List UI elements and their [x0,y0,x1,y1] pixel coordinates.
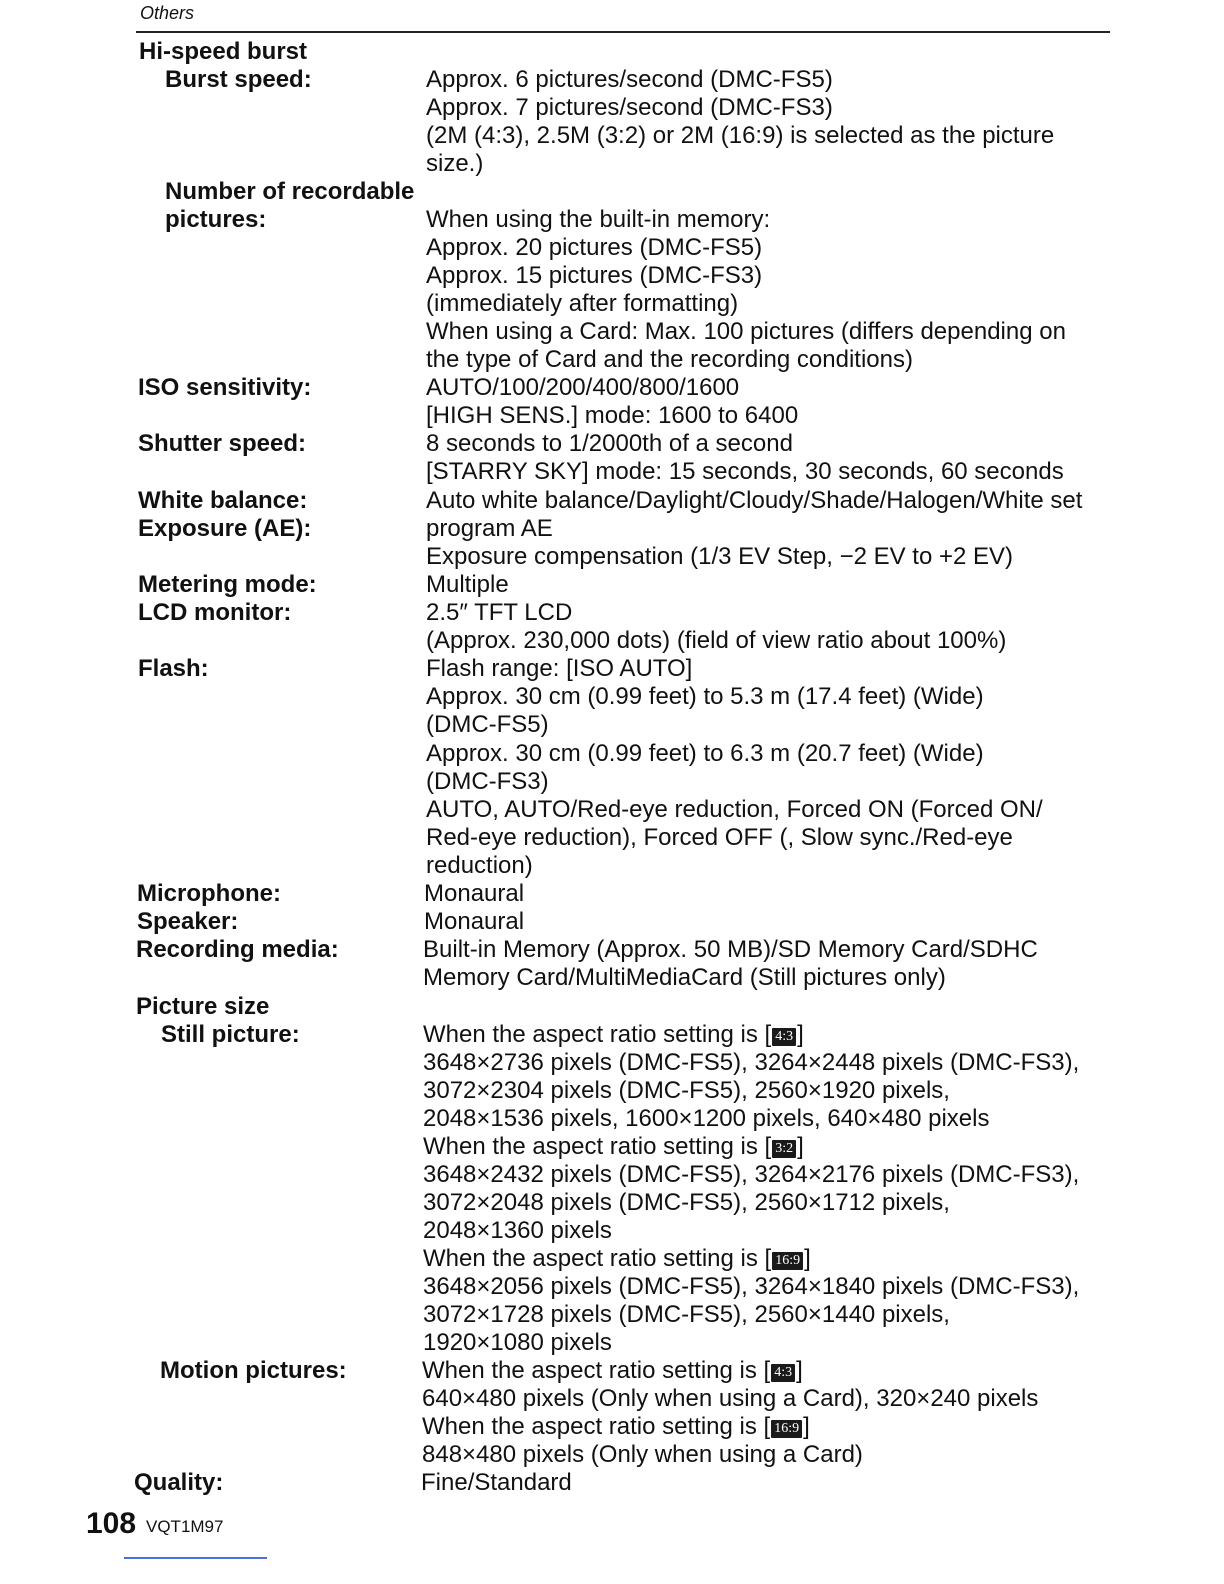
flash-value: Red-eye reduction), Forced OFF (, Slow sync./Red-eye [426,824,1013,851]
flash-value: (DMC-FS3) [426,768,549,795]
recordable-value: Approx. 20 pictures (DMC-FS5) [426,234,763,261]
recording-media-value: Memory Card/MultiMediaCard (Still pictures only) [423,964,946,991]
recordable-value: When using a Card: Max. 100 pictures (differs depending on [426,318,1066,345]
quality-value: Fine/Standard [421,1469,572,1496]
flash-value: (DMC-FS5) [426,711,549,738]
exposure-value: program AE [426,515,553,542]
shutter-value: 8 seconds to 1/2000th of a second [426,430,793,457]
motion-pictures-label: Motion pictures: [160,1357,347,1384]
exposure-value: Exposure compensation (1/3 EV Step, −2 EV to +2 EV) [426,543,1014,570]
section-label: Others [140,3,195,23]
aspect-3-2-icon: 3:2 [772,1140,796,1158]
lcd-value: (Approx. 230,000 dots) (field of view ratio about 100%) [426,627,1007,654]
still-43-value: 3648×2736 pixels (DMC-FS5), 3264×2448 pixels (DMC-FS3), [423,1049,1080,1076]
burst-speed-value: (2M (4:3), 2.5M (3:2) or 2M (16:9) is selected as the picture [426,122,1055,149]
page-number: 108 [86,1507,137,1540]
white-balance-label: White balance: [138,487,308,514]
hispeed-heading: Hi-speed burst [139,38,308,65]
still-32-value: 3072×2048 pixels (DMC-FS5), 2560×1712 pixels, [423,1189,950,1216]
still-32-value: 2048×1360 pixels [423,1217,612,1244]
aspect-ratio-line: When the aspect ratio setting is [ 3:2 ] [423,1133,804,1160]
still-picture-label: Still picture: [161,1021,300,1048]
still-32-value: 3648×2432 pixels (DMC-FS5), 3264×2176 pixels (DMC-FS3), [423,1161,1080,1188]
burst-speed-value: Approx. 6 pictures/second (DMC-FS5) [426,66,833,93]
recordable-value: When using the built-in memory: [426,206,771,233]
aspect-ratio-line: When the aspect ratio setting is [ 4:3 ] [423,1021,804,1048]
metering-label: Metering mode: [138,571,317,598]
recording-media-label: Recording media: [136,936,339,963]
still-43-value: 3072×2304 pixels (DMC-FS5), 2560×1920 pixels, [423,1077,950,1104]
recordable-value: Approx. 15 pictures (DMC-FS3) [426,262,763,289]
recordable-label: Number of recordable [165,178,415,205]
iso-value: [HIGH SENS.] mode: 1600 to 6400 [426,402,799,429]
still-43-value: 2048×1536 pixels, 1600×1200 pixels, 640×480 pixels [423,1105,990,1132]
footer-link-underline [124,1557,267,1559]
burst-speed-value: Approx. 7 pictures/second (DMC-FS3) [426,94,833,121]
flash-value: Flash range: [ISO AUTO] [426,655,693,682]
still-169-value: 1920×1080 pixels [423,1329,612,1356]
white-balance-value: Auto white balance/Daylight/Cloudy/Shade/Halogen/White set [426,487,1083,514]
aspect-16-9-icon: 16:9 [772,1252,803,1270]
aspect-ratio-line: When the aspect ratio setting is [ 16:9 ] [423,1245,811,1272]
aspect-16-9-icon: 16:9 [771,1420,802,1438]
aspect-4-3-icon: 4:3 [772,1028,796,1046]
shutter-value: [STARRY SKY] mode: 15 seconds, 30 seconds, 60 seconds [426,458,1064,485]
recordable-value: (immediately after formatting) [426,290,739,317]
aspect-ratio-line: When the aspect ratio setting is [ 16:9 ] [422,1413,810,1440]
aspect-4-3-icon: 4:3 [771,1364,795,1382]
motion-169-value: 848×480 pixels (Only when using a Card) [422,1441,863,1468]
flash-value: AUTO, AUTO/Red-eye reduction, Forced ON (Forced ON/ [426,796,1043,823]
aspect-ratio-line: When the aspect ratio setting is [ 4:3 ] [422,1357,803,1384]
flash-value: reduction) [426,852,533,879]
recordable-label: pictures: [165,206,267,233]
flash-value: Approx. 30 cm (0.99 feet) to 5.3 m (17.4 feet) (Wide) [426,683,984,710]
document-code: VQT1M97 [146,1517,224,1536]
motion-43-value: 640×480 pixels (Only when using a Card), 320×240 pixels [422,1385,1039,1412]
iso-label: ISO sensitivity: [138,374,312,401]
microphone-label: Microphone: [137,880,281,907]
quality-label: Quality: [134,1469,224,1496]
lcd-label: LCD monitor: [138,599,292,626]
iso-value: AUTO/100/200/400/800/1600 [426,374,740,401]
speaker-label: Speaker: [137,908,239,935]
metering-value: Multiple [426,571,509,598]
recording-media-value: Built-in Memory (Approx. 50 MB)/SD Memory Card/SDHC [423,936,1038,963]
burst-speed-value: size.) [426,150,484,177]
microphone-value: Monaural [424,880,525,907]
picture-size-heading: Picture size [136,993,270,1020]
lcd-value: 2.5″ TFT LCD [426,599,573,626]
burst-speed-label: Burst speed: [165,66,312,93]
exposure-label: Exposure (AE): [138,515,312,542]
shutter-label: Shutter speed: [138,430,307,457]
still-169-value: 3072×1728 pixels (DMC-FS5), 2560×1440 pixels, [423,1301,950,1328]
still-169-value: 3648×2056 pixels (DMC-FS5), 3264×1840 pixels (DMC-FS3), [423,1273,1080,1300]
flash-value: Approx. 30 cm (0.99 feet) to 6.3 m (20.7 feet) (Wide) [426,740,984,767]
flash-label: Flash: [138,655,209,682]
recordable-value: the type of Card and the recording conditions) [426,346,913,373]
speaker-value: Monaural [424,908,525,935]
